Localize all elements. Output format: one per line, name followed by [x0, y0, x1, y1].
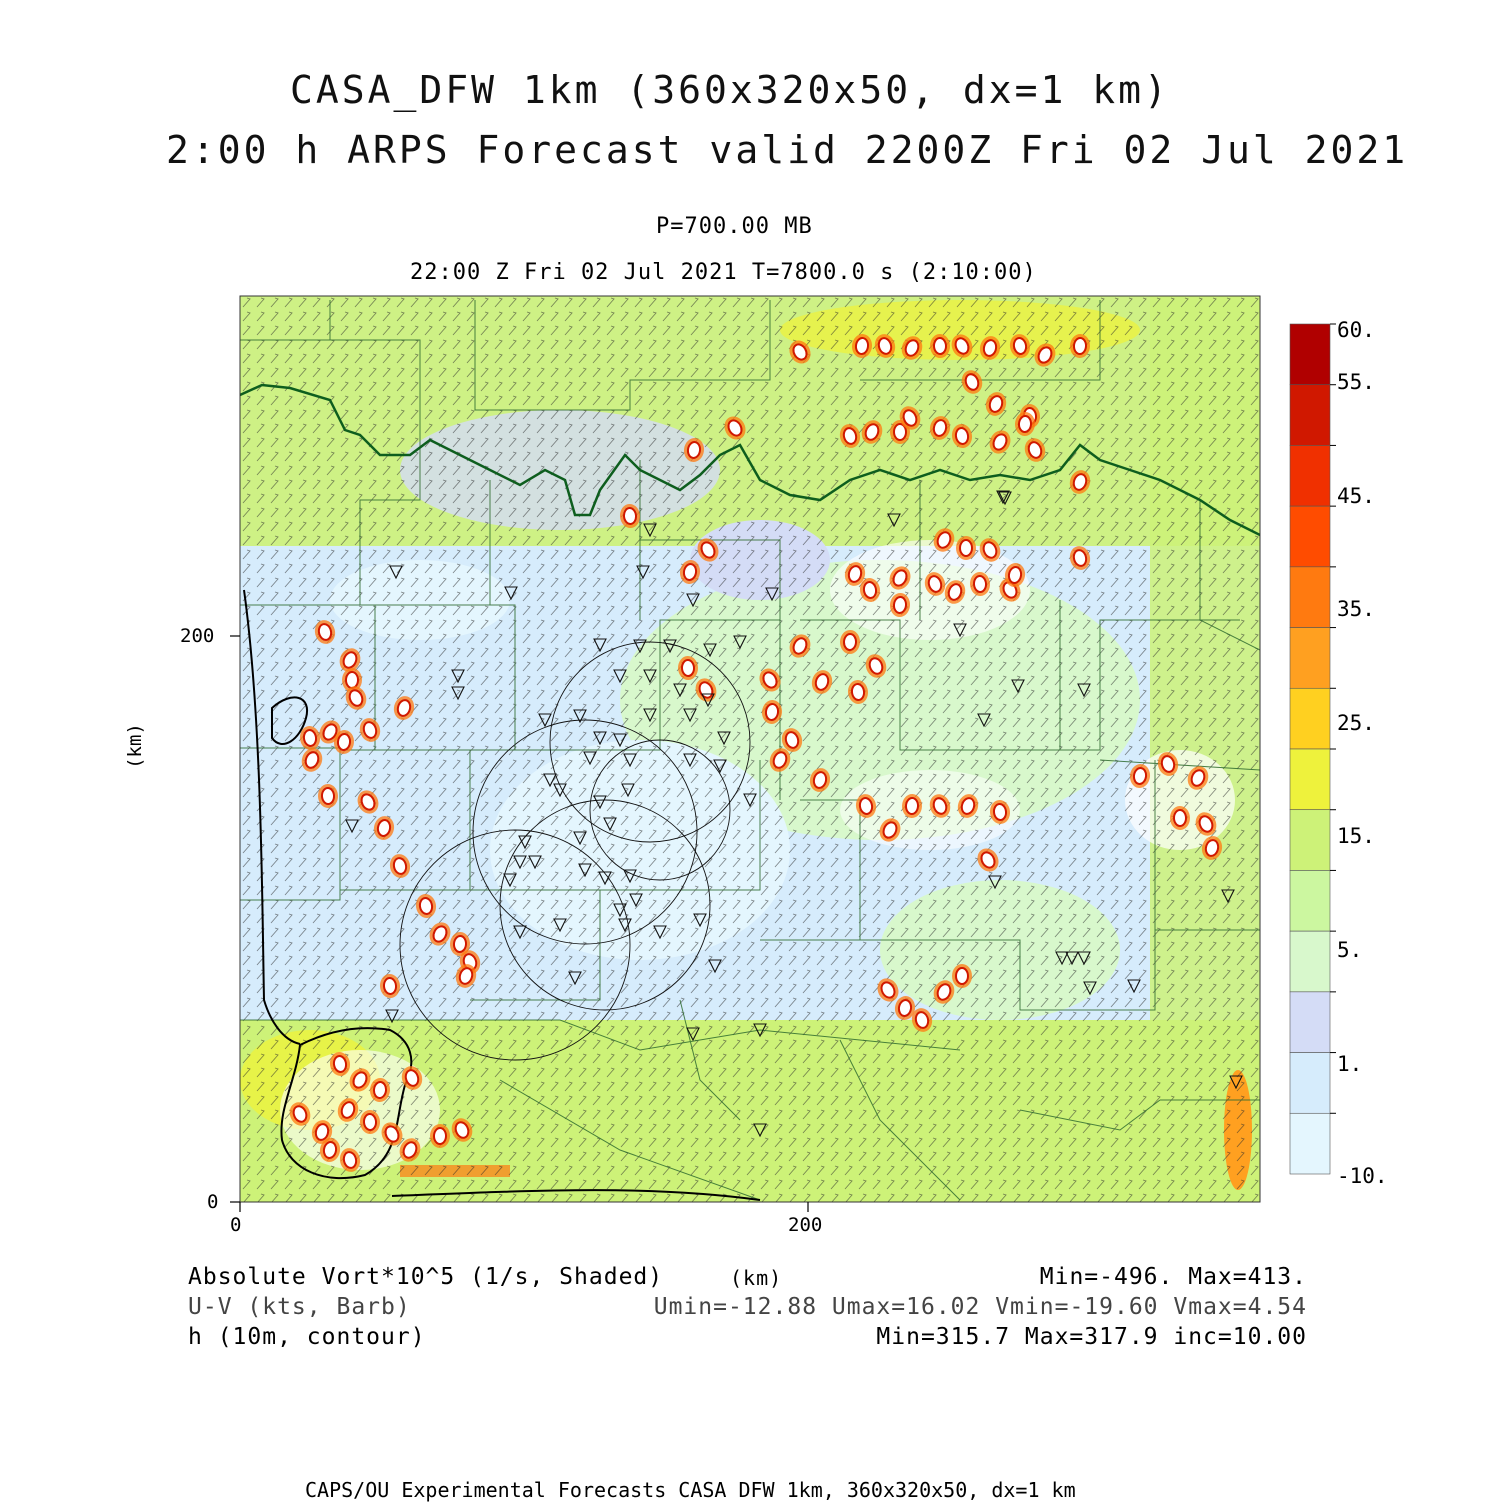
colorbar-swatch: [1290, 324, 1330, 385]
colorbar-label-1: 1.: [1337, 1052, 1363, 1076]
y-tick-200: 200: [180, 625, 215, 647]
storm-cell: [682, 660, 695, 676]
storm-cell: [960, 540, 972, 556]
storm-cell: [383, 978, 396, 995]
storm-cell: [363, 1114, 376, 1131]
y-axis-unit: (km): [123, 723, 146, 769]
title-line2: 2:00 h ARPS Forecast valid 2200Z Fri 02 Jul 2021: [166, 128, 1409, 172]
legend-shaded-stats: Min=-496. Max=413.: [1039, 1264, 1307, 1290]
storm-cell: [434, 1128, 446, 1144]
y-tick-0: 0: [207, 1191, 219, 1213]
x-tick-0: 0: [230, 1214, 242, 1236]
legend-contour-label: h (10m, contour): [188, 1324, 426, 1350]
storm-cell: [973, 576, 986, 593]
colorbar-swatch: [1290, 628, 1330, 689]
colorbar-swatch: [1290, 506, 1330, 567]
colorbar-swatch: [1290, 567, 1330, 628]
storm-cell: [337, 733, 351, 750]
footer-credit: CAPS/OU Experimental Forecasts CASA DFW 1km, 360x320x50, dx=1 km: [305, 1478, 1076, 1502]
storm-cell: [1174, 810, 1186, 826]
storm-cell: [1018, 416, 1031, 433]
colorbar-label-25: 25.: [1337, 711, 1375, 735]
valid-time: 22:00 Z Fri 02 Jul 2021 T=7800.0 s (2:10:00): [410, 260, 1037, 285]
colorbar-label-55: 55.: [1337, 370, 1375, 394]
colorbar-swatch: [1290, 992, 1330, 1053]
plot-area: [240, 296, 1260, 1202]
x-axis-unit: (km): [730, 1266, 783, 1290]
storm-cell: [906, 798, 919, 815]
colorbar-label-45: 45.: [1337, 484, 1375, 508]
storm-cell: [623, 508, 636, 525]
storm-cell: [373, 1082, 386, 1099]
pressure-level: P=700.00 MB: [656, 214, 813, 239]
colorbar-label-minus10: -10.: [1337, 1164, 1388, 1188]
storm-cell: [893, 597, 906, 614]
colorbar-swatch: [1290, 1113, 1330, 1174]
colorbar-swatch: [1290, 688, 1330, 749]
legend-contour-stats: Min=315.7 Max=317.9 inc=10.00: [876, 1324, 1307, 1350]
storm-cell: [855, 337, 869, 354]
storm-cell: [765, 703, 779, 720]
colorbar-swatch: [1290, 1053, 1330, 1114]
storm-cell: [934, 338, 947, 354]
colorbar-swatch: [1290, 931, 1330, 992]
colorbar-swatch: [1290, 870, 1330, 931]
storm-cell: [453, 936, 466, 953]
legend-barb-label: U-V (kts, Barb): [188, 1294, 411, 1320]
x-tick-200: 200: [788, 1214, 823, 1236]
storm-cell: [346, 672, 358, 688]
storm-cell: [844, 634, 857, 650]
legend-barb-stats: Umin=-12.88 Umax=16.02 Vmin=-19.60 Vmax=4.54: [653, 1294, 1307, 1320]
title-line1: CASA_DFW 1km (360x320x50, dx=1 km): [290, 68, 1170, 112]
storm-cell: [1074, 338, 1087, 355]
legend-shaded-label: Absolute Vort*10^5 (1/s, Shaded): [188, 1264, 664, 1290]
colorbar-swatch: [1290, 445, 1330, 506]
storm-cell: [993, 803, 1007, 820]
colorbar-swatch: [1290, 385, 1330, 446]
colorbar-swatch: [1290, 810, 1330, 871]
storm-cell: [322, 788, 335, 805]
colorbar-label-35: 35.: [1337, 597, 1375, 621]
colorbar-swatch: [1290, 749, 1330, 810]
colorbar-label-15: 15.: [1337, 824, 1375, 848]
storm-cell: [851, 683, 865, 700]
colorbar-label-5: 5.: [1337, 938, 1363, 962]
colorbar: [1290, 324, 1336, 1174]
storm-cell: [956, 968, 968, 984]
colorbar-label-60: 60.: [1337, 318, 1375, 342]
